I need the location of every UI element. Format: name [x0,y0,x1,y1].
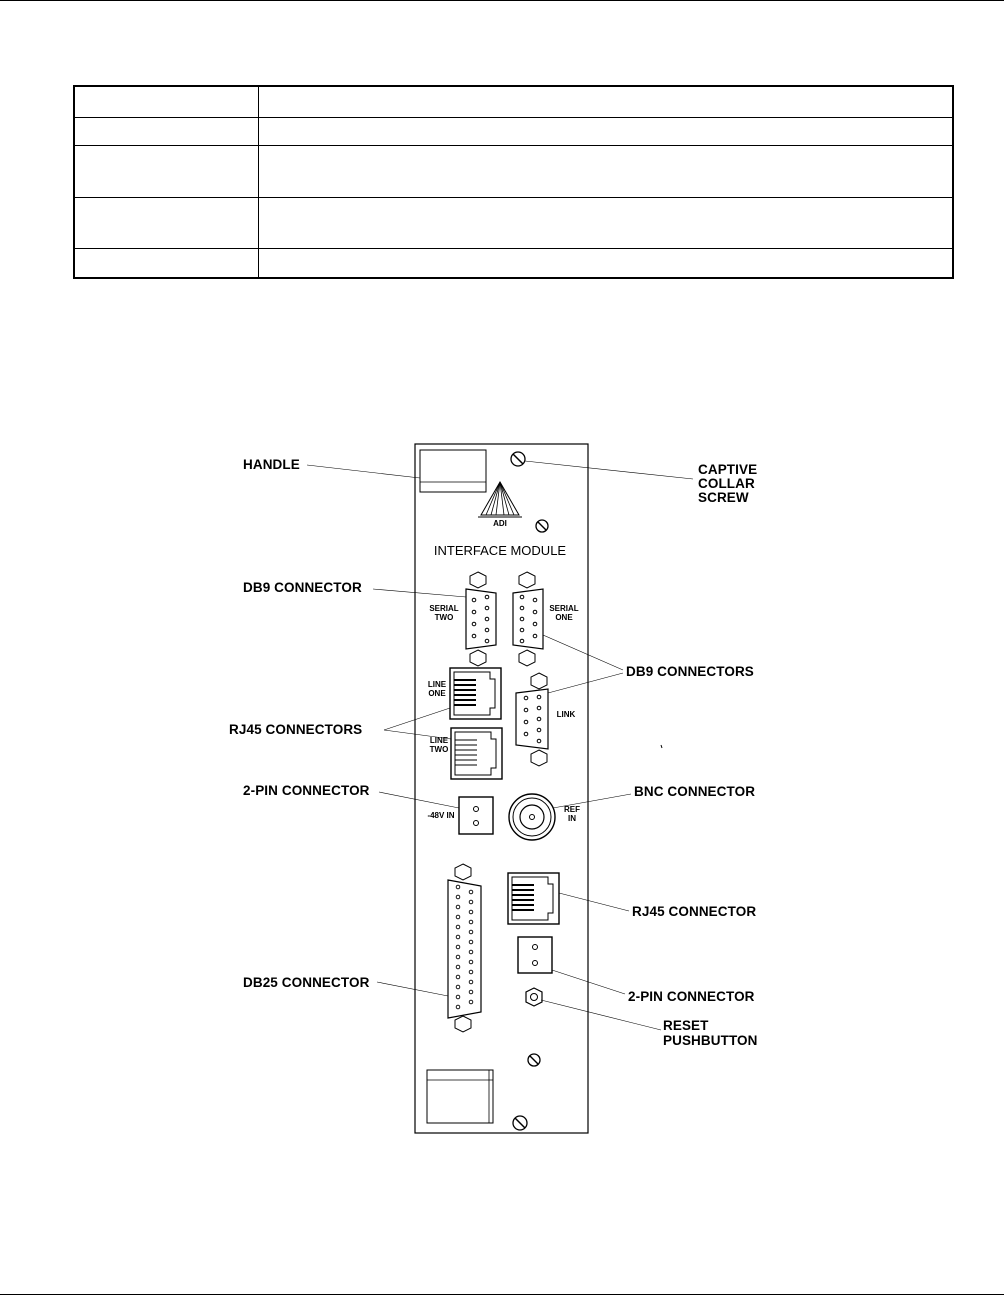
serial-one-label-2: ONE [555,613,573,622]
callout-db9-plural: DB9 CONNECTORS [626,664,754,679]
line-one-label: LINE [427,680,447,689]
adi-logo [478,482,522,528]
callout-2-pin-right: 2-PIN CONNECTOR [628,989,755,1004]
db9-serial-one [513,572,543,666]
callout-captive-1: CAPTIVE [698,462,758,477]
callout-db9: DB9 CONNECTOR [243,580,362,595]
callout-rj45: RJ45 CONNECTOR [632,904,757,919]
line-two-label-2: TWO [429,745,449,754]
bnc-connector [509,794,555,840]
rj45-line-two [451,728,502,779]
db25-connector [448,864,481,1032]
callout-reset-1: RESET [663,1018,709,1033]
line-two-label: LINE [429,736,449,745]
callout-db25: DB25 CONNECTOR [243,975,370,990]
callout-captive-3: SCREW [698,490,749,505]
serial-one-label: SERIAL [549,604,579,613]
db9-link [516,673,548,766]
callout-rj45-plural: RJ45 CONNECTORS [229,722,363,737]
link-label: LINK [556,710,576,719]
callout-bnc: BNC CONNECTOR [634,784,756,799]
captive-screw-icon [511,452,525,466]
footer-rule [0,1294,1004,1295]
panel-screw-icon [536,520,548,532]
handle-top [420,450,486,492]
callout-2-pin-left: 2-PIN CONNECTOR [243,783,370,798]
serial-two-label-2: TWO [434,613,454,622]
callout-handle: HANDLE [243,457,300,472]
reset-pushbutton-icon [526,988,542,1006]
power-in-label: -48V IN [427,811,455,820]
rj45-lower-connector [508,873,559,924]
power-2-pin-connector [459,797,493,834]
callout-reset-2: PUSHBUTTON [663,1033,758,1048]
module-title: INTERFACE MODULE [433,543,567,558]
stray-mark [661,745,662,748]
ref-in-label-2: IN [568,814,576,823]
ref-in-label: REF [564,805,580,814]
line-one-label-2: ONE [428,689,446,698]
logo-text: ADI [493,519,507,528]
panel-screw-lower-icon [528,1054,540,1066]
captive-screw-bottom-icon [513,1116,527,1130]
db9-serial-two [466,572,496,666]
rj45-line-one [450,668,501,719]
serial-two-label: SERIAL [429,604,459,613]
lower-2-pin-connector [518,937,552,973]
handle-bottom [427,1070,493,1123]
callout-captive-2: COLLAR [698,476,755,491]
